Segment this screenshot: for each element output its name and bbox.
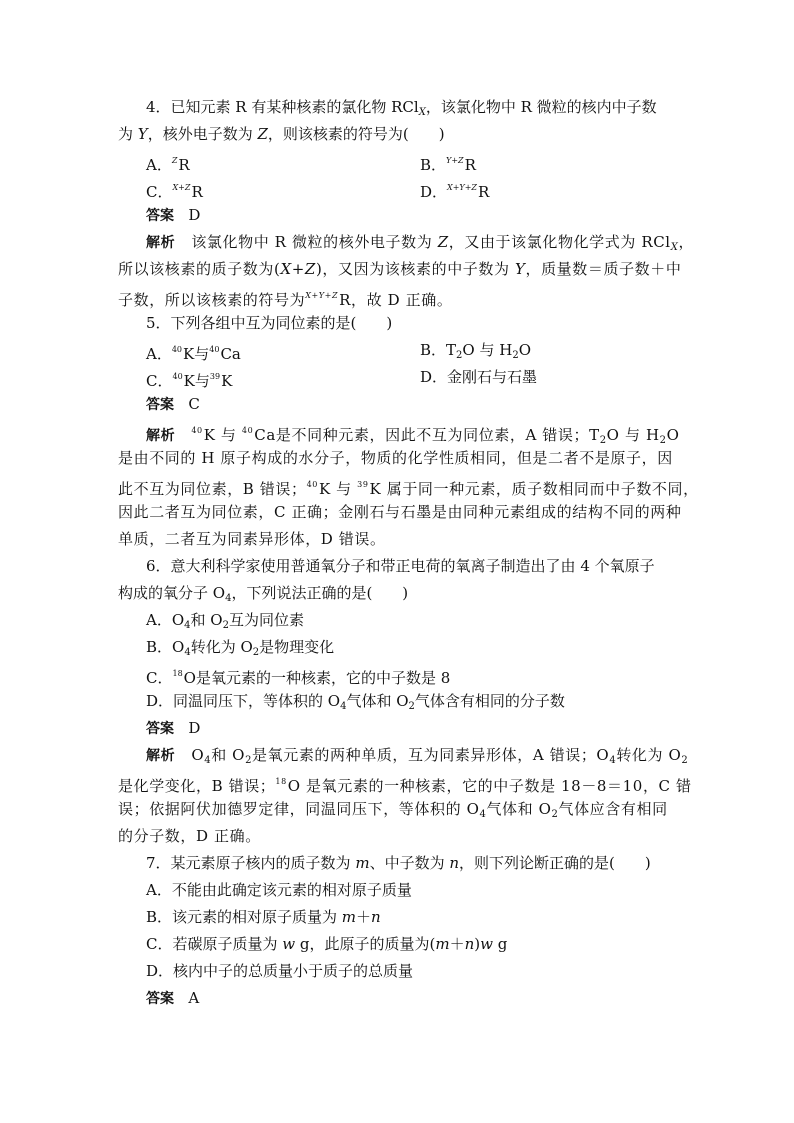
option-text: A．O: [146, 611, 185, 629]
plus-sign: ＋: [449, 935, 465, 953]
subscript: 4: [609, 755, 617, 766]
option-text: ): [474, 935, 481, 953]
q4-stem-text: ，则该核素的符号为( ): [267, 125, 445, 143]
subscript: 2: [456, 350, 463, 361]
mass-number: 40: [209, 345, 220, 354]
q7-option-b: [146, 907, 381, 927]
element-symbol: Ca: [220, 345, 241, 363]
q4-var-x: X: [280, 260, 292, 278]
element-symbol: K: [318, 480, 331, 498]
option-label: C．: [146, 183, 173, 201]
q4-var-z: Z: [257, 125, 268, 143]
q6-option-a: [146, 610, 304, 636]
mass-number: 40: [191, 426, 203, 435]
option-text: g，此原子的质量为(: [295, 935, 436, 953]
option-text: O是氧元素的一种核素，它的中子数是 8: [183, 669, 451, 687]
q4-var-z: Z: [304, 260, 316, 278]
q4-answer: [146, 205, 200, 226]
q7-option-c: [146, 934, 507, 954]
q5-option-b: [420, 340, 531, 366]
option-label: A．: [146, 345, 172, 363]
q6-option-b: [146, 637, 334, 663]
explanation-label: 解析: [146, 235, 176, 251]
explanation-text: 气体和 O: [486, 800, 552, 818]
q4-stem-line1: [146, 97, 657, 123]
element-symbol: K: [369, 480, 382, 498]
q6-option-c: [146, 664, 450, 688]
option-label: B．T: [420, 341, 457, 359]
q4-stem-text: 4．已知元素 R 有某种核素的氯化物 RCl: [146, 98, 419, 116]
q4-var-z: Z: [437, 233, 449, 251]
option-text: B．该元素的相对原子质量为: [146, 908, 342, 926]
mass-number: 18: [275, 777, 287, 786]
option-label: C．: [146, 669, 173, 687]
element-symbol: R: [191, 183, 203, 201]
mass-number: 40: [241, 426, 254, 435]
q7-var-w: w: [282, 935, 296, 953]
q6-answer: [146, 718, 200, 739]
subscript: 2: [551, 809, 559, 820]
option-text: 气体和 O: [346, 692, 409, 710]
q4-subscript-x: X: [670, 242, 679, 253]
explanation-text: )，又因为该核素的中子数为: [315, 260, 515, 278]
q7-var-m: m: [341, 908, 357, 926]
explanation-label: 解析: [146, 748, 176, 764]
subscript: 4: [340, 701, 347, 712]
subscript: 4: [184, 647, 191, 658]
element-symbol: K: [183, 372, 195, 390]
q5-explanation-line2: 是由不同的 H 原子构成的水分子，物质的化学性质相同，但是二者不是原子，因: [118, 449, 673, 467]
option-text: C．若碳原子质量为: [146, 935, 283, 953]
connector-text: 与: [194, 345, 210, 363]
explanation-text: ，: [678, 233, 695, 251]
q6-explanation-line4: 的分子数，D 正确。: [118, 827, 261, 845]
q7-option-d: D．核内中子的总质量小于质子的总质量: [146, 962, 414, 980]
answer-value: C: [188, 395, 200, 413]
q4-option-b-sup: Y+Z: [446, 156, 464, 165]
q4-stem-text: ，该氯化物中 R 微粒的核内中子数: [425, 98, 657, 116]
option-text: 转化为 O: [190, 638, 253, 656]
subscript: 4: [225, 593, 232, 604]
element-symbol: O: [462, 341, 475, 359]
answer-label: 答案: [146, 208, 174, 224]
option-label: A．: [146, 156, 172, 174]
option-text: B．O: [146, 638, 185, 656]
q7-var-m: m: [355, 854, 370, 872]
q7-option-a: A．不能由此确定该元素的相对原子质量: [146, 881, 412, 899]
q7-answer: [146, 988, 199, 1009]
answer-value: D: [188, 206, 201, 224]
element-symbol: H: [499, 341, 513, 359]
option-label: B．: [420, 156, 447, 174]
subscript: 2: [222, 620, 229, 631]
explanation-text: 是氧元素的两种单质，互为同素异形体，A 错误；O: [252, 746, 610, 764]
connector-text: 与: [479, 341, 495, 359]
element-symbol: R: [477, 183, 490, 201]
q4-subscript-x: X: [418, 107, 426, 118]
q7-var-m: m: [435, 935, 450, 953]
q4-stem-text: ，核外电子数为: [147, 125, 258, 143]
q5-explanation-line3: [118, 475, 699, 499]
element-symbol: K: [203, 426, 216, 444]
q6-stem-text: 构成的氧分子 O: [118, 584, 226, 602]
element-symbol: O: [666, 426, 680, 444]
subscript: 4: [479, 809, 487, 820]
answer-label: 答案: [146, 397, 174, 413]
q6-stem-line1: 6．意大利科学家使用普通氧分子和带正电荷的氧离子制造出了由 4 个氧原子: [146, 557, 655, 575]
q5-option-c: [146, 367, 232, 391]
q4-option-d-sup: X+Y+Z: [447, 183, 477, 192]
q4-explanation-line3: [118, 286, 452, 310]
q6-option-d: [146, 691, 565, 717]
connector-text: 与: [624, 426, 641, 444]
mass-number: 39: [209, 372, 221, 381]
explanation-text: 属于同一种元素，质子数相同而中子数不同，: [386, 480, 699, 498]
element-symbol: R: [464, 156, 476, 174]
explanation-text: 子数，所以该核素的符号为: [118, 291, 306, 309]
answer-label: 答案: [146, 991, 174, 1007]
element-symbol: Ca: [254, 426, 276, 444]
q5-option-d: D．金刚石与石墨: [420, 368, 538, 386]
q5-answer: [146, 394, 200, 415]
element-symbol: R: [178, 156, 190, 174]
q7-stem: [146, 853, 651, 873]
q4-stem-text: 为: [118, 125, 138, 143]
explanation-text: O 是氧元素的一种核素，它的中子数是 18－8＝10，C 错: [287, 777, 692, 795]
q6-stem-line2: [118, 583, 408, 609]
option-text: 和 O: [190, 611, 223, 629]
answer-value: A: [188, 989, 200, 1007]
q5-stem: 5．下列各组中互为同位素的是( ): [146, 314, 393, 332]
option-text: D．同温同压下，等体积的 O: [146, 692, 341, 710]
subscript: 4: [204, 755, 212, 766]
subscript: 2: [252, 647, 260, 658]
answer-value: D: [188, 719, 201, 737]
subscript: 2: [512, 350, 519, 361]
explanation-text: 气体应含有相同: [558, 800, 668, 818]
q6-explanation-line3: [118, 799, 668, 825]
option-text: 是物理变化: [259, 638, 335, 656]
element-symbol: K: [221, 372, 233, 390]
q7-stem-text: 、中子数为: [369, 854, 450, 872]
q4-var-y: Y: [137, 125, 148, 143]
q4-option-d: [420, 178, 489, 202]
q4-stem-line2: [118, 124, 445, 144]
q4-option-c-sup: X+Z: [172, 183, 191, 192]
mass-number: 40: [171, 345, 183, 354]
q7-var-n: n: [371, 908, 381, 926]
explanation-text: 该氯化物中 R 微粒的核外电子数为: [191, 233, 438, 251]
q7-var-w: w: [480, 935, 493, 953]
q5-explanation-line5: 单质，二者互为同素异形体，D 错误。: [118, 530, 386, 548]
explanation-text: ，质量数＝质子数＋中: [525, 260, 682, 278]
explanation-text: 是不同种元素，因此不互为同位素，A 错误；T: [275, 426, 600, 444]
option-text: 互为同位素: [228, 611, 304, 629]
subscript: 2: [408, 701, 415, 712]
explanation-text: 误；依据阿伏加德罗定律，同温同压下，等体积的 O: [118, 800, 480, 818]
explanation-text: 是化学变化，B 错误；: [118, 777, 276, 795]
q4-option-a: [146, 151, 190, 175]
q7-stem-text: 7．某元素原子核内的质子数为: [146, 854, 356, 872]
q4-option-b: [420, 151, 476, 175]
element-symbol: K: [183, 345, 195, 363]
q6-explanation-line2: [118, 772, 692, 796]
q4-explanation-line1: [146, 232, 694, 258]
q7-var-n: n: [449, 854, 460, 872]
q4-symbol-sup: X+Y+Z: [305, 291, 339, 300]
explanation-text: O: [191, 746, 205, 764]
q6-explanation-line1: [146, 745, 688, 771]
plus-sign: ＋: [356, 908, 372, 926]
q4-explanation-line2: [118, 259, 682, 279]
option-label: C．: [146, 372, 173, 390]
subscript: 4: [184, 620, 191, 631]
element-symbol: O: [518, 341, 532, 359]
explanation-text: 和 O: [211, 746, 246, 764]
explanation-text: ，又由于该氯化物化学式为 RCl: [448, 233, 671, 251]
explanation-text: 所以该核素的质子数为(: [118, 260, 281, 278]
q4-var-y: Y: [514, 260, 526, 278]
mass-number: 18: [172, 669, 183, 678]
subscript: 2: [599, 435, 607, 446]
explanation-text: 转化为 O: [616, 746, 682, 764]
explanation-text: 此不互为同位素，B 错误；: [118, 480, 307, 498]
q5-explanation-line1: [146, 421, 680, 451]
q7-stem-text: ，则下列论断正确的是( ): [459, 854, 651, 872]
option-text: g: [492, 935, 508, 953]
q4-option-c: [146, 178, 203, 202]
q6-stem-text: ，下列说法正确的是( ): [231, 584, 409, 602]
q5-explanation-line4: 因此二者互为同位素，C 正确；金刚石与石墨是由同种元素组成的结构不同的两种: [118, 503, 682, 521]
explanation-text: R，故 D 正确。: [339, 291, 453, 309]
connector-text: 与: [220, 426, 237, 444]
subscript: 2: [245, 755, 253, 766]
mass-number: 39: [357, 480, 369, 489]
option-text: 气体含有相同的分子数: [414, 692, 565, 710]
q4-option-a-sup: Z: [171, 156, 178, 165]
subscript: 2: [681, 755, 689, 766]
plus-sign: +: [291, 260, 305, 278]
q7-var-n: n: [464, 935, 475, 953]
connector-text: 与: [336, 480, 352, 498]
element-symbol: O: [606, 426, 620, 444]
answer-label: 答案: [146, 721, 174, 737]
explanation-label: 解析: [146, 428, 176, 444]
q5-option-a: [146, 340, 241, 364]
option-label: D．: [420, 183, 448, 201]
subscript: 2: [659, 435, 667, 446]
element-symbol: H: [645, 426, 660, 444]
mass-number: 40: [306, 480, 318, 489]
mass-number: 40: [172, 372, 183, 381]
connector-text: 与: [194, 372, 210, 390]
